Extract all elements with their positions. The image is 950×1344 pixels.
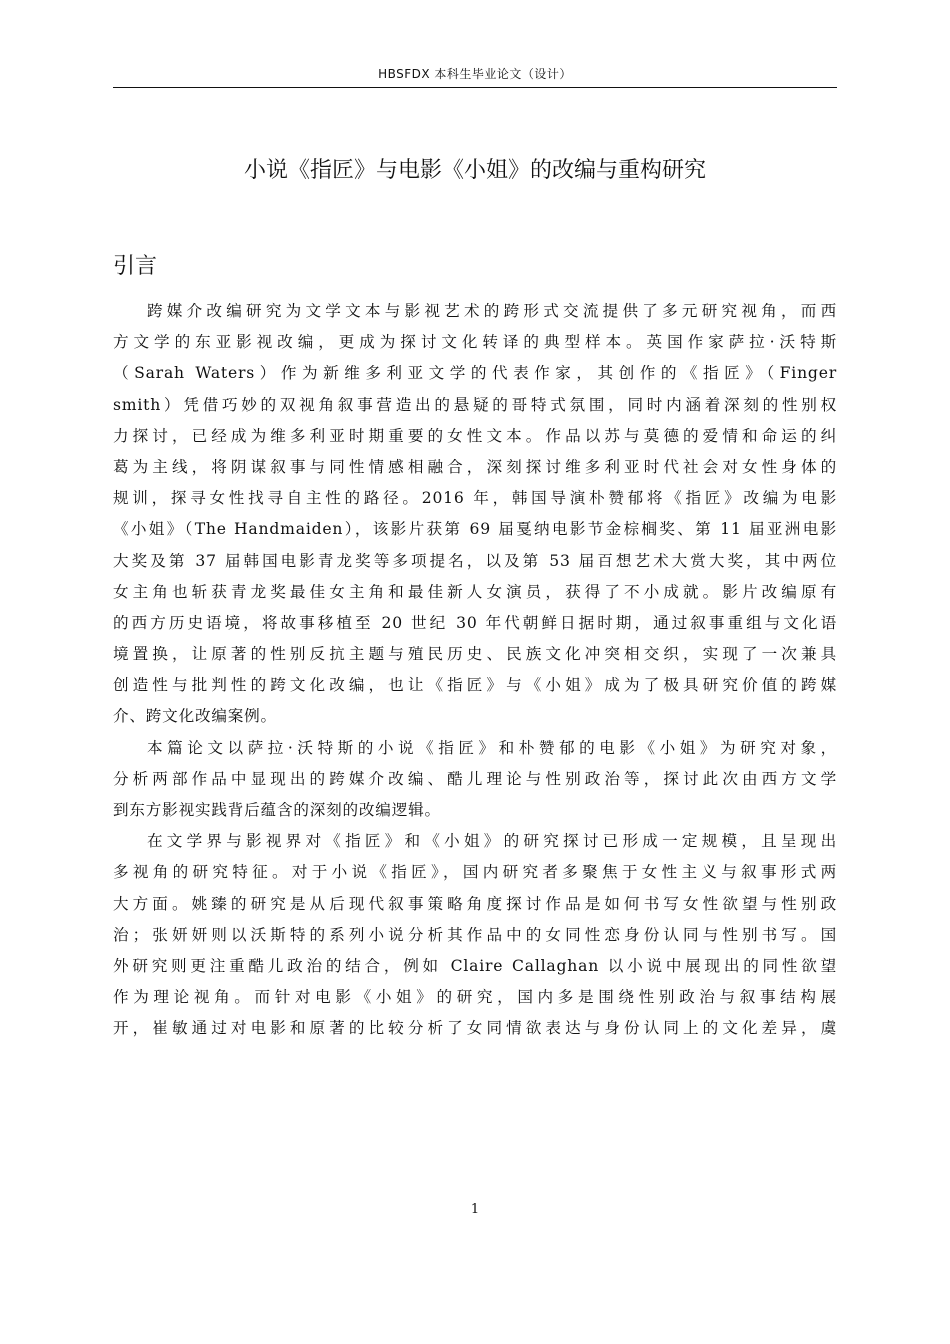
body-line: 开，崔敏通过对电影和原著的比较分析了女同情欲表达与身份认同上的文化差异，虞: [113, 1019, 837, 1038]
body-line: 多视角的研究特征。对于小说《指匠》，国内研究者多聚焦于女性主义与叙事形式两: [113, 863, 837, 882]
body-line: 女主角也斩获青龙奖最佳女主角和最佳新人女演员，获得了不小成就。影片改编原有: [113, 582, 837, 601]
section-heading: 引言: [113, 254, 158, 279]
body-line: 方文学的东亚影视改编，更成为探讨文化转译的典型样本。英国作家萨拉·沃特斯: [113, 333, 837, 352]
body-line: 治；张妍妍则以沃斯特的系列小说分析其作品中的女同性恋身份认同与性别书写。国: [113, 925, 837, 944]
body-line: 本篇论文以萨拉·沃特斯的小说《指匠》和朴赞郁的电影《小姐》为研究对象，: [147, 738, 837, 757]
body-line: 在文学界与影视界对《指匠》和《小姐》的研究探讨已形成一定规模，且呈现出: [147, 832, 837, 851]
body-line: 大奖及第 37 届韩国电影青龙奖等多项提名，以及第 53 届百想艺术大赏大奖，其中两位: [113, 551, 837, 570]
body-line: 跨媒介改编研究为文学文本与影视艺术的跨形式交流提供了多元研究视角，而西: [147, 302, 837, 320]
body-line: 分析两部作品中显现出的跨媒介改编、酷儿理论与性别政治等，探讨此次由西方文学: [113, 769, 837, 788]
body-line: 规训，探寻女性找寻自主性的路径。2016 年，韩国导演朴赞郁将《指匠》改编为电影: [113, 489, 837, 508]
header-rule: [113, 87, 837, 88]
body-line: 大方面。姚臻的研究是从后现代叙事策略角度探讨作品是如何书写女性欲望与性别政: [113, 894, 837, 913]
body-line: （Sarah Waters）作为新维多利亚文学的代表作家，其创作的《指匠》（Finger: [113, 364, 837, 383]
body-line: 作为理论视角。而针对电影《小姐》的研究，国内多是围绕性别政治与叙事结构展: [113, 988, 837, 1007]
body-line: 葛为主线，将阴谋叙事与同性情感相融合，深刻探讨维多利亚时代社会对女性身体的: [113, 457, 837, 476]
body-line: 境置换，让原著的性别反抗主题与殖民历史、民族文化冲突相交织，实现了一次兼具: [113, 645, 837, 664]
body-line: 力探讨，已经成为维多利亚时期重要的女性文本。作品以苏与莫德的爱情和命运的纠: [113, 426, 837, 445]
body-line: 到东方影视实践背后蕴含的深刻的改编逻辑。: [113, 801, 441, 819]
body-line: 创造性与批判性的跨文化改编，也让《指匠》与《小姐》成为了极具研究价值的跨媒: [113, 676, 837, 695]
running-header: HBSFDX 本科生毕业论文（设计）: [378, 67, 572, 81]
page-number: 1: [470, 1202, 480, 1217]
body-line: smith）凭借巧妙的双视角叙事营造出的悬疑的哥特式氛围，同时内涵着深刻的性别权: [113, 395, 837, 414]
body-line: 外研究则更注重酷儿政治的结合，例如 Claire Callaghan 以小说中展现出的同性欲望: [113, 956, 837, 975]
body-text: [113, 296, 837, 1045]
body-line: 的西方历史语境，将故事移植至 20 世纪 30 年代朝鲜日据时期，通过叙事重组与文化语: [113, 613, 837, 632]
body-line: 《小姐》（The Handmaiden），该影片获第 69 届戛纳电影节金棕榈奖、第 11 届亚洲电影: [113, 520, 837, 539]
paper-title: 小说《指匠》与电影《小姐》的改编与重构研究: [243, 158, 706, 183]
body-line: 介、跨文化改编案例。: [113, 707, 277, 726]
